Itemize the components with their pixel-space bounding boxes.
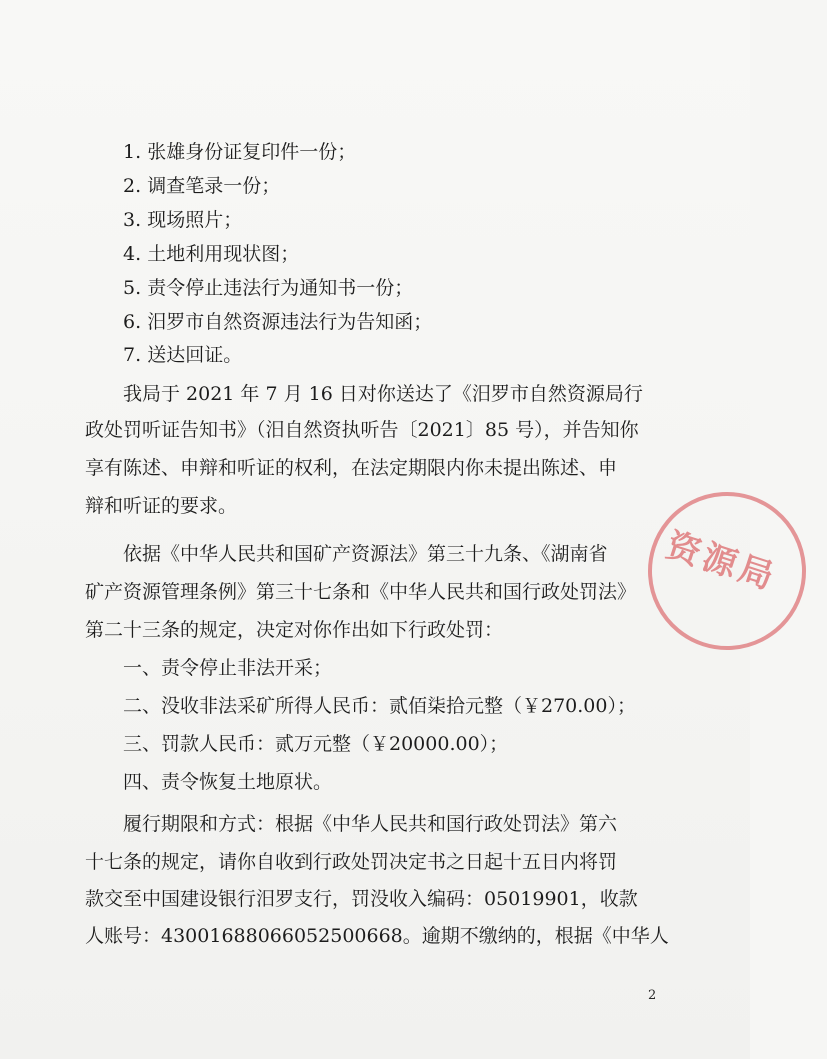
page-number: 2: [648, 988, 657, 1003]
basis-paragraph-line: 依据《中华人民共和国矿产资源法》第三十九条、《湖南省: [123, 543, 608, 565]
penalty-item: 三、罚款人民币：贰万元整（￥20000.00）；: [123, 733, 509, 755]
payment-paragraph-line: 十七条的规定，请你自收到行政处罚决定书之日起十五日内将罚: [85, 851, 618, 873]
attachment-text: 现场照片；: [147, 209, 243, 231]
attachment-text: 责令停止违法行为通知书一份；: [147, 277, 414, 299]
hearing-paragraph-line: 我局于 2021 年 7 月 16 日对你送达了《汨罗市自然资源局行: [123, 383, 643, 405]
payment-paragraph-line: 履行期限和方式：根据《中华人民共和国行政处罚法》第六: [123, 813, 618, 835]
penalty-item: 四、责令恢复土地原状。: [123, 771, 333, 793]
attachment-number: 6.: [123, 311, 142, 333]
attachment-item: [123, 343, 242, 367]
attachment-number: 1.: [123, 141, 142, 163]
attachment-item: [123, 174, 280, 198]
attachment-item: [123, 208, 242, 232]
hearing-paragraph-line: 辩和听证的要求。: [85, 495, 238, 517]
attachment-number: 2.: [123, 175, 142, 197]
attachment-text: 送达回证。: [147, 344, 243, 366]
payment-paragraph-line: 人账号：43001688066052500668。逾期不缴纳的，根据《中华人: [85, 925, 669, 947]
attachment-number: 5.: [123, 277, 142, 299]
penalty-item: 一、责令停止非法开采；: [123, 657, 333, 679]
attachment-number: 4.: [123, 243, 142, 265]
official-seal: [627, 471, 826, 670]
attachment-text: 汨罗市自然资源违法行为告知函；: [147, 311, 433, 333]
hearing-paragraph-line: 政处罚听证告知书》（汨自然资执听告〔2021〕85 号），并告知你: [85, 419, 639, 441]
seal-text: 资源局: [661, 525, 782, 599]
attachment-item: [123, 242, 299, 266]
basis-paragraph-line: 第二十三条的规定，决定对你作出如下行政处罚：: [85, 619, 504, 641]
attachment-item: [123, 276, 413, 300]
attachment-text: 调查笔录一份；: [147, 175, 281, 197]
attachment-item: [123, 140, 356, 164]
penalty-item: 二、没收非法采矿所得人民币：贰佰柒拾元整（￥270.00）；: [123, 695, 636, 717]
attachment-number: 3.: [123, 209, 142, 231]
attachment-item: [123, 310, 432, 334]
hearing-paragraph-line: 享有陈述、申辩和听证的权利，在法定期限内你未提出陈述、申: [85, 457, 618, 479]
payment-paragraph-line: 款交至中国建设银行汨罗支行，罚没收入编码：05019901，收款: [85, 888, 638, 910]
attachment-text: 张雄身份证复印件一份；: [147, 141, 357, 163]
basis-paragraph-line: 矿产资源管理条例》第三十七条和《中华人民共和国行政处罚法》: [85, 581, 637, 603]
attachment-text: 土地利用现状图；: [147, 243, 300, 265]
attachment-number: 7.: [123, 344, 142, 366]
